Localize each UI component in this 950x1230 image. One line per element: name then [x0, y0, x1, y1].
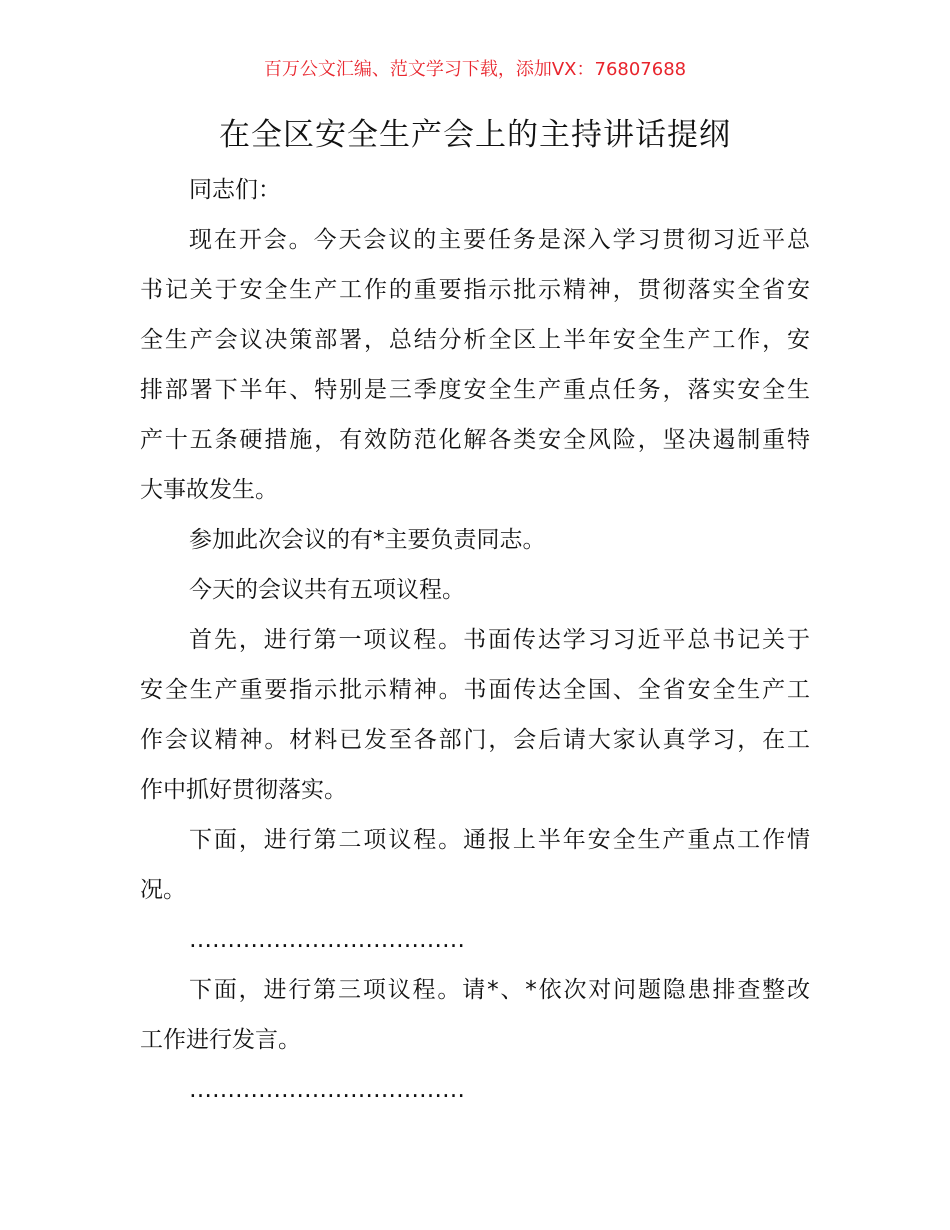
- paragraph-line: 首先，进行第一项议程。书面传达学习习近平总书记关于: [189, 627, 810, 653]
- paragraph-line: 作中抓好贯彻落实。: [140, 777, 347, 803]
- paragraph-line: 况。: [140, 877, 186, 903]
- ellipsis-line: ………………………………: [189, 927, 465, 953]
- paragraph-line: 今天的会议共有五项议程。: [189, 577, 465, 603]
- paragraph-line: 作会议精神。材料已发至各部门，会后请大家认真学习，在工: [140, 727, 810, 753]
- paragraph-line: 安全生产重要指示批示精神。书面传达全国、全省安全生产工: [140, 677, 810, 703]
- paragraph-line: 书记关于安全生产工作的重要指示批示精神，贯彻落实全省安: [140, 277, 810, 303]
- watermark-header: 百万公文汇编、范文学习下载，添加VX：76807688: [263, 59, 687, 80]
- paragraph-line: 参加此次会议的有*主要负责同志。: [189, 527, 546, 553]
- paragraph-line: 工作进行发言。: [140, 1027, 301, 1053]
- paragraph: [140, 515, 810, 565]
- paragraph-line: 全生产会议决策部署，总结分析全区上半年安全生产工作，安: [140, 327, 810, 353]
- paragraph-line: 现在开会。今天会议的主要任务是深入学习贯彻习近平总: [189, 227, 810, 253]
- paragraph: [140, 965, 810, 1065]
- paragraph-line: 产十五条硬措施，有效防范化解各类安全风险，坚决遏制重特: [140, 427, 810, 453]
- paragraph: [140, 1065, 810, 1115]
- paragraph: [140, 165, 810, 215]
- paragraph: [140, 565, 810, 615]
- paragraph: [140, 215, 810, 515]
- paragraph-line: 排部署下半年、特别是三季度安全生产重点任务，落实安全生: [140, 377, 810, 403]
- paragraph: [140, 615, 810, 815]
- paragraph-line: 大事故发生。: [140, 477, 278, 503]
- ellipsis-line: ………………………………: [189, 1077, 465, 1103]
- document-body: [140, 165, 810, 1115]
- paragraph-line: 下面，进行第三项议程。请*、*依次对问题隐患排查整改: [189, 977, 810, 1003]
- paragraph: [140, 915, 810, 965]
- paragraph: [140, 815, 810, 915]
- document-title: 在全区安全生产会上的主持讲话提纲: [219, 117, 731, 153]
- paragraph-line: 下面，进行第二项议程。通报上半年安全生产重点工作情: [189, 827, 810, 853]
- paragraph-line: 同志们：: [189, 177, 281, 203]
